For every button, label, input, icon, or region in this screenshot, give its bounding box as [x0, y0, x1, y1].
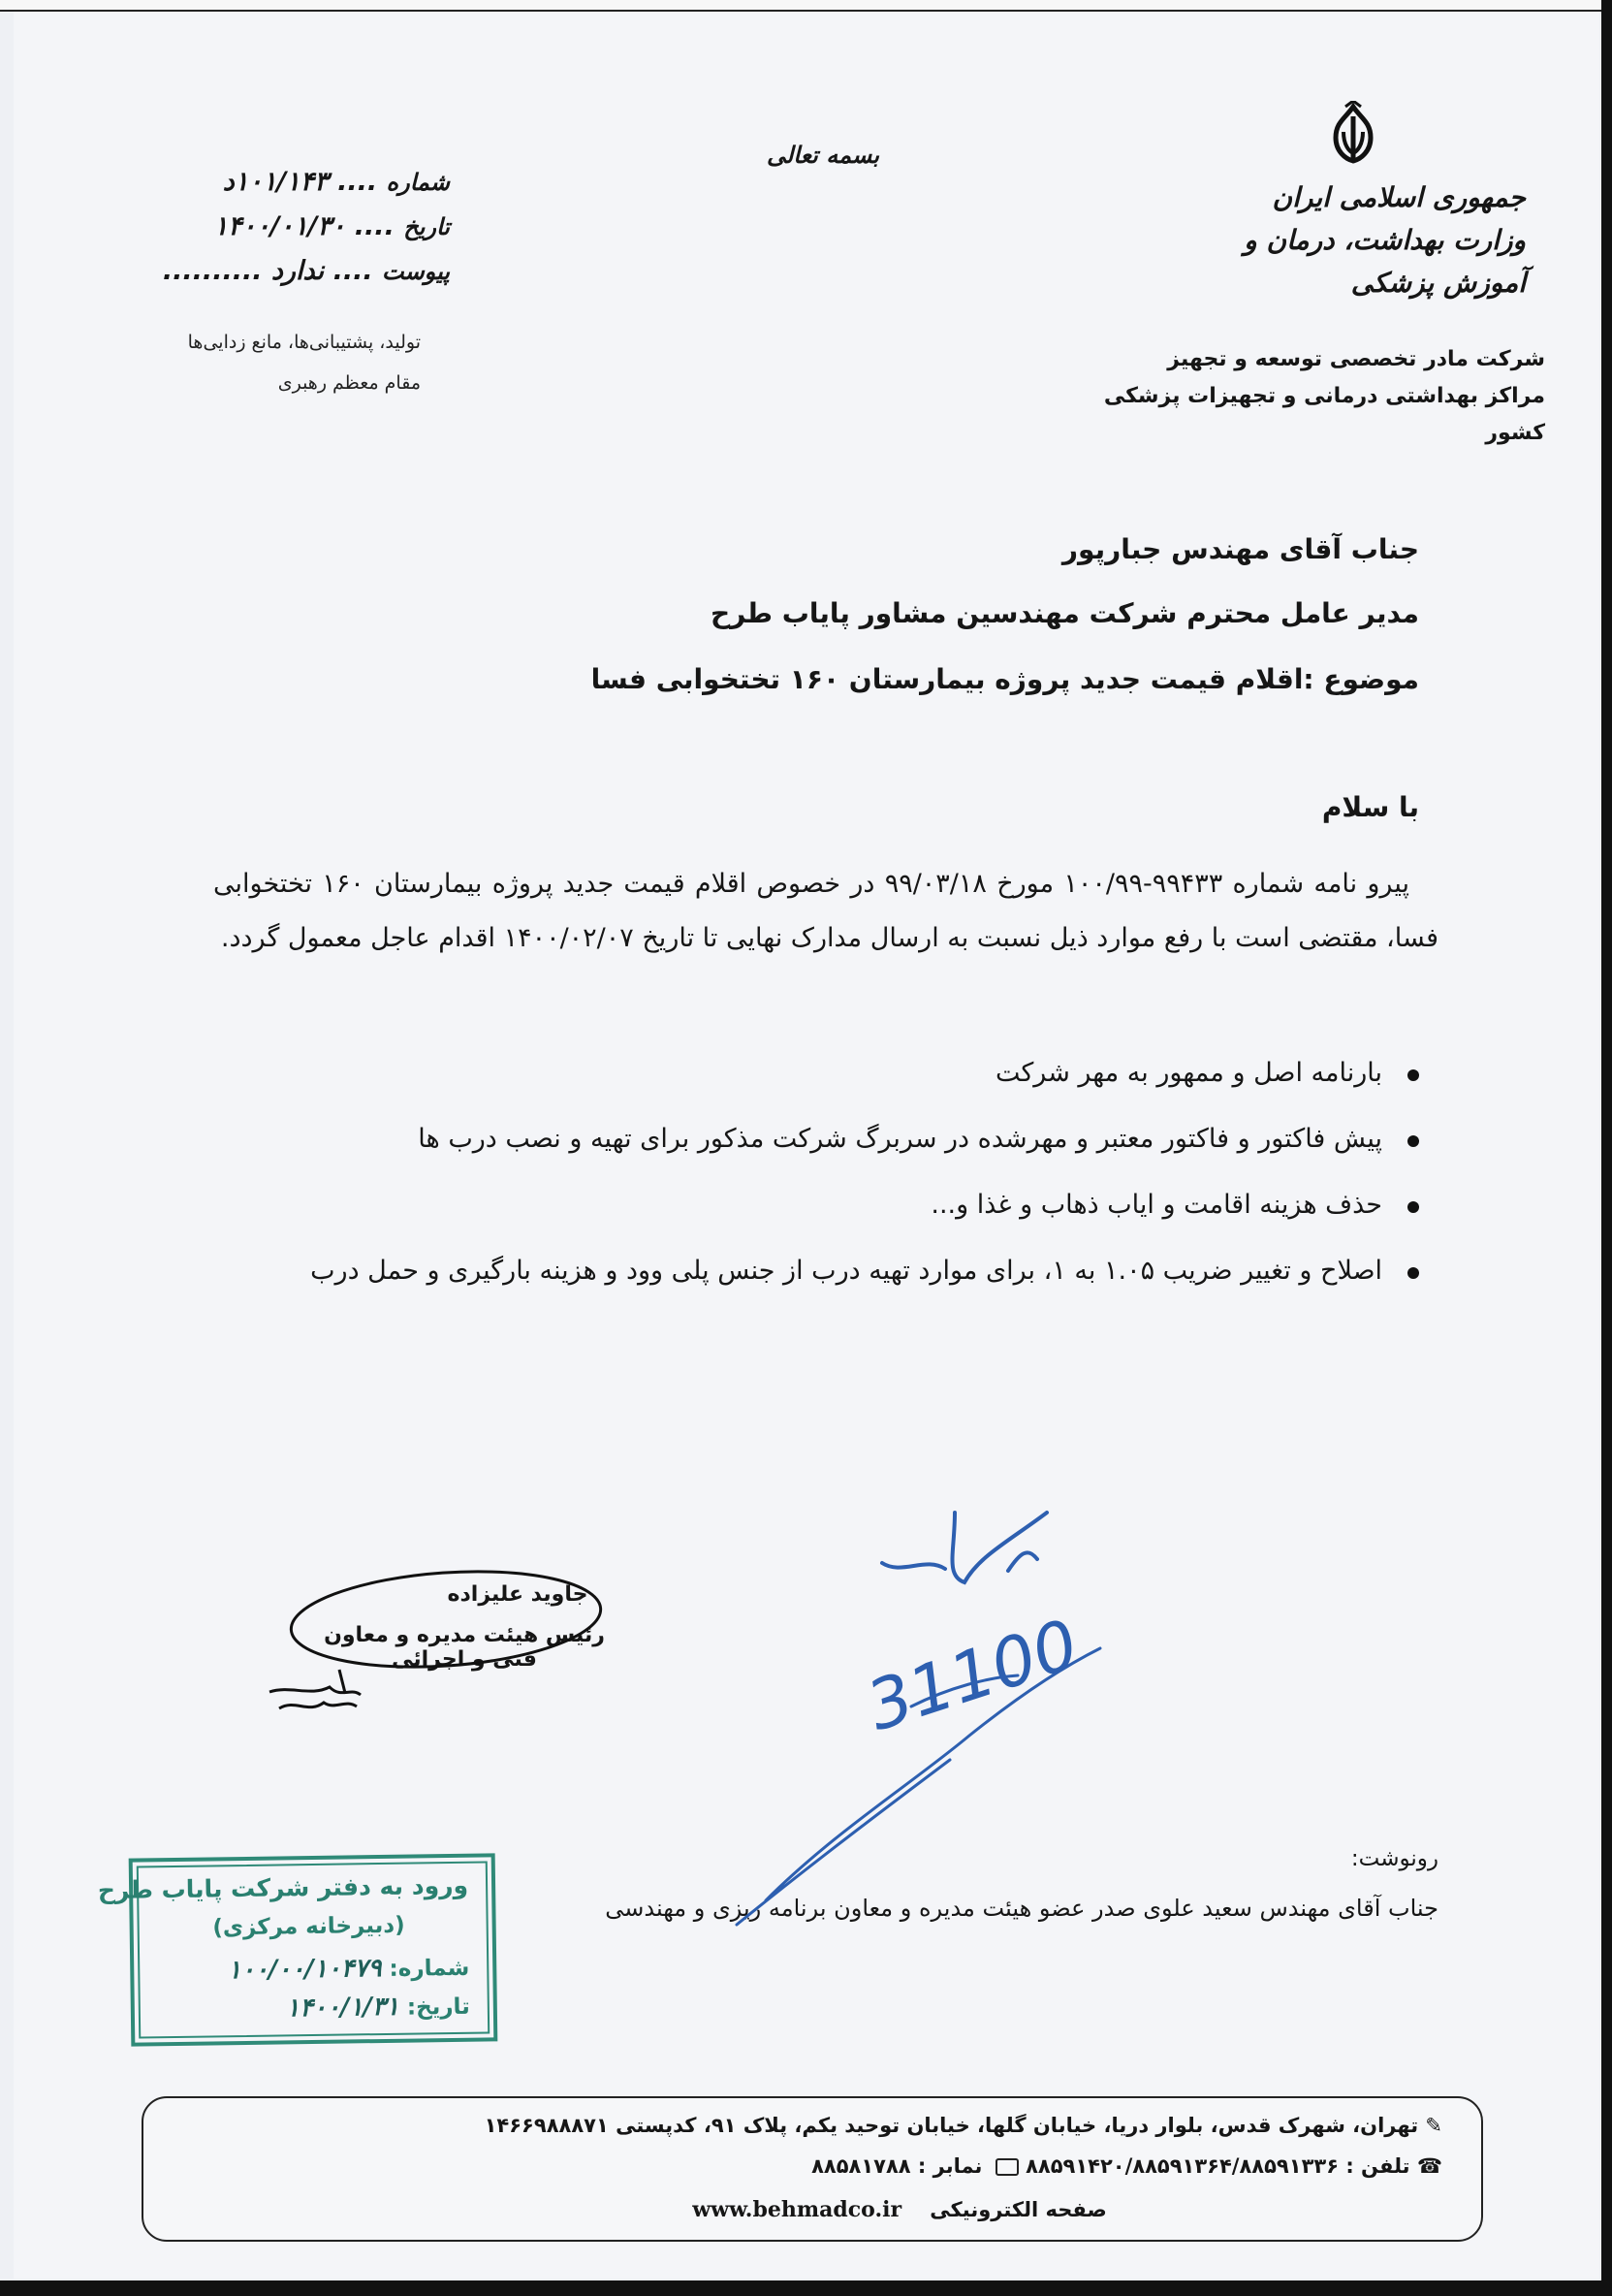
phone-label: تلفن : — [1345, 2154, 1410, 2178]
bullet-icon — [1407, 1135, 1419, 1147]
stamp-subtitle: (دبیرخانه مرکزی) — [212, 1912, 405, 1941]
phone-value: ۸۸۵۹۱۴۲۰/۸۸۵۹۱۳۶۴/۸۸۵۹۱۳۳۶ — [1026, 2154, 1340, 2178]
signatory-name: جاوید علیزاده — [447, 1582, 588, 1607]
handwritten-number: 31100 — [857, 1604, 1089, 1747]
number-value: ۱۰۱/۱۴۳د — [222, 167, 329, 197]
bullet-icon — [1407, 1201, 1419, 1213]
stamp-number-value: ۱۰۰/۰۰/۱۰۴۷۹ — [227, 1954, 382, 1986]
fax-icon — [996, 2158, 1019, 2176]
ministry-line-1: جمهوری اسلامی ایران — [1272, 181, 1526, 213]
ministry-heading — [1157, 176, 1526, 304]
phone-icon: ☎ — [1409, 2154, 1442, 2178]
company-line-2: مراکز بهداشتی درمانی و تجهیزات پزشکی کشور — [1103, 384, 1545, 445]
attachment-value: ندارد — [270, 256, 325, 286]
website-link[interactable]: www.behmadco.ir — [692, 2197, 902, 2222]
date-value: ۱۴۰۰/۰۱/۳۰ — [213, 211, 346, 241]
list-item: حذف هزینه اقامت و ایاب ذهاب و غذا و... — [207, 1177, 1419, 1233]
list-item: اصلاح و تغییر ضریب ۱.۰۵ به ۱، برای موارد تهیه درب از جنس پلی وود و هزینه بارگیری و حمل درب — [207, 1243, 1419, 1299]
slogan-text: تولید، پشتیبانی‌ها، مانع زدایی‌ها — [187, 332, 421, 353]
footer-contact — [182, 2154, 1442, 2178]
greeting: با سلام — [1321, 791, 1419, 823]
list-item: پیش فاکتور و فاکتور معتبر و مهرشده در سربرگ شرکت مذکور برای تهیه و نصب درب ها — [207, 1111, 1419, 1167]
recipient-name: جناب آقای مهندس جبارپور — [1061, 533, 1419, 565]
scan-border-right — [1601, 0, 1612, 2296]
letter-number: شماره .... ۱۰۱/۱۴۳د — [222, 167, 450, 197]
signatory-title: رئیس هیئت مدیره و معاون فنی و اجرائی — [324, 1623, 605, 1672]
bullet-icon — [1407, 1069, 1419, 1081]
letterhead-footer — [142, 2096, 1483, 2242]
fax-value: ۸۸۵۸۱۷۸۸ — [811, 2154, 911, 2178]
cc-recipient: جناب آقای مهندس سعید علوی صدر عضو هیئت مدیره و معاون برنامه ریزی و مهندسی — [605, 1895, 1438, 1922]
bismillah: بسمه تعالی — [766, 142, 880, 169]
stamp-number — [228, 1953, 470, 1985]
cc-label: رونوشت: — [1350, 1846, 1438, 1871]
ministry-line-2: وزارت بهداشت، درمان و آموزش پزشکی — [1244, 224, 1526, 299]
letter-subject: موضوع :اقلام قیمت جدید پروژه بیمارستان ۱۶۰ تختخوابی فسا — [590, 663, 1419, 695]
address-icon: ✎ — [1418, 2114, 1442, 2137]
requirements-list — [207, 1045, 1419, 1309]
recipient-position: مدیر عامل محترم شرکت مهندسین مشاور پایاب طرح — [710, 597, 1419, 629]
letter-date: تاریخ .... ۱۴۰۰/۰۱/۳۰ — [213, 211, 450, 241]
stamp-date — [286, 1992, 470, 2024]
company-heading — [1090, 341, 1545, 452]
stamp-number-label: شماره: — [389, 1955, 470, 1982]
fax-label: نمابر : — [917, 2154, 983, 2178]
stamp-date-label: تاریخ: — [406, 1993, 471, 2021]
date-label: تاریخ — [403, 213, 450, 240]
stamp-title: ورود به دفتر شرکت پایاب طرح — [97, 1870, 469, 1905]
slogan-attribution: مقام معظم رهبری — [277, 372, 421, 394]
body-paragraph: پیرو نامه شماره ۹۹۴۳۳-۱۰۰/۹۹ مورخ ۹۹/۰۳/۱۸ در خصوص اقلام قیمت جدید پروژه بیمارستان ۱۶۰ تختخوابی فسا، مقتضی است با رفع موارد ذیل نسبت به ارسال مدارک نهایی تا تاریخ ۱۴۰۰/۰۲/۰۷ اقدام عاجل معمول گردد. — [213, 869, 1438, 953]
letter-attachment: پیوست .... ندارد .......... — [162, 256, 450, 286]
attachment-label: پیوست — [382, 258, 450, 285]
bullet-icon — [1407, 1267, 1419, 1279]
stamp-date-value: ۱۴۰۰/۱/۳۱ — [285, 1992, 400, 2024]
list-item: بارنامه اصل و ممهور به مهر شرکت — [207, 1045, 1419, 1101]
footer-web — [628, 2197, 1171, 2222]
web-label: صفحه الکترونیکی — [930, 2198, 1107, 2221]
letter-page — [14, 12, 1599, 2279]
footer-address: ✎ تهران، شهرک قدس، بلوار دریا، خیابان گلها، خیابان توحید یکم، پلاک ۹۱، کدپستی ۱۴۶۶۹۸۸۸۷۱ — [484, 2114, 1442, 2137]
iran-emblem-icon — [1324, 101, 1382, 169]
number-label: شماره — [386, 169, 450, 196]
scan-border-bottom — [0, 2280, 1612, 2296]
received-stamp — [97, 1853, 498, 2046]
company-line-1: شرکت مادر تخصصی توسعه و تجهیز — [1167, 347, 1545, 371]
scan-border-top — [0, 0, 1612, 12]
